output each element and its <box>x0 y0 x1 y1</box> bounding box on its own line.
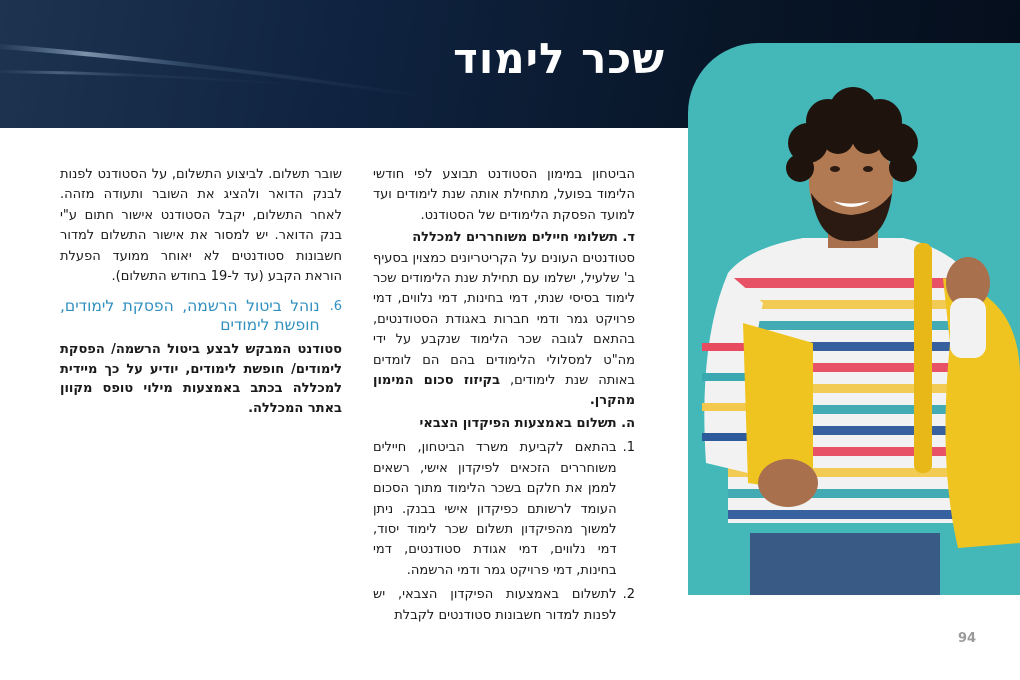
student-illustration <box>688 43 1020 595</box>
section-6-body: סטודנט המבקש לבצע ביטול הרשמה/ הפסקת לימודים/ חופשת לימודים, יודיע על כך מיידית למכללה בכתב באמצעות מילוי טופס מקוון באתר המכללה. <box>60 342 342 416</box>
list-item <box>373 438 635 581</box>
section-e-heading: ה. תשלום באמצעות הפיקדון הצבאי <box>419 415 635 431</box>
list-item-text: לתשלום באמצעות הפיקדון הצבאי, יש לפנות למדור חשבונות סטודנטים לקבלת <box>373 587 617 623</box>
paragraph-funding-period: הביטחון במימון הסטודנט תבוצע לפי חודשי הלימוד בפועל, מתחילת אותה שנת לימודים ועד למועד הפסקת הלימודים של הסטודנט. <box>373 167 635 223</box>
section-d-bold-text: בקיזוז סכום המימון מהקרן. <box>373 373 635 409</box>
list-item-number: 1. <box>622 440 635 456</box>
list-item-text: בהתאם לקביעת משרד הביטחון, חיילים משוחררים הזכאים לפיקדון אישי, רשאים לממן את חלקם בשכר הלימוד מתוך הסכום העומד לרשותם כפיקדון אישי בבנק. ניתן למשוך מהפיקדון תשלום שכר לימוד יסוד, דמי נלווים, דמי אגודת סטודנטים, דמי בחינות, דמי פרויקט גמר ודמי הרשמה. <box>373 440 617 578</box>
paragraph-payment-voucher: שובר תשלום. לביצוע התשלום, על הסטודנט לפנות לבנק הדואר ולהציג את השובר ותעודה מזהה. לאחר התשלום, יקבל הסטודנט אישור חתום ע"י בנק הדואר. יש למסור את אישור התשלום למדור חשבונות סטודנטים לא יאוחר ממועד הפעלת הוראת הקבע (עד ל-19 בחודש התשלום). <box>60 167 342 285</box>
list-item-number: 2. <box>622 587 635 603</box>
page-title: שכר לימוד <box>453 34 665 83</box>
section-6-heading <box>60 297 342 335</box>
section-d-heading: ד. תשלומי חיילים משוחררים למכללה <box>412 230 635 246</box>
section-6-title: נוהל ביטול הרשמה, הפסקת לימודים, חופשת לימודים <box>60 297 320 335</box>
text-column-right <box>373 165 635 626</box>
section-d-text: סטודנטים העונים על הקריטריונים כמצוין בסעיף ב' שלעיל, ישלמו עם תחילת שנת הלימודים שכר לימוד בסיסי שנתי, דמי בחינות, דמי נלווים, דמי פרויקט גמר ודמי חברות באגודת הסטודנטים, בהתאם לגובה שכר הלימוד שנקבע על ידי מה"ט למסלולי הלימודים בהם הם לומדים באותה שנת לימודים, <box>373 250 635 389</box>
section-d-body <box>373 249 635 412</box>
list-item <box>373 585 635 626</box>
page-number: 94 <box>958 631 977 646</box>
section-6-number: 6. <box>329 299 342 315</box>
student-photo <box>688 43 1020 595</box>
text-column-left <box>60 165 342 418</box>
